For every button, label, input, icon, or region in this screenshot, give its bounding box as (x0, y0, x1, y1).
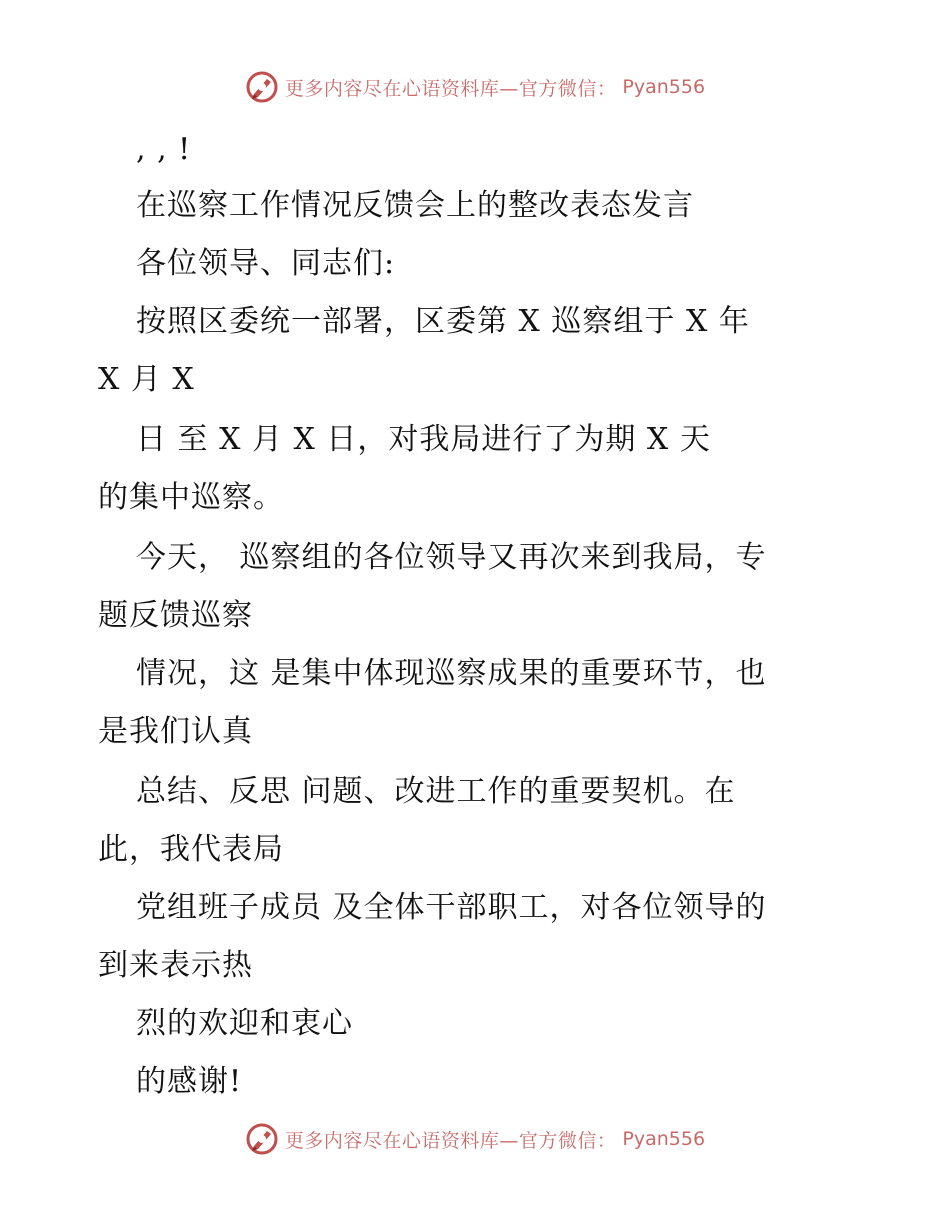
footer-watermark (0, 1122, 950, 1156)
pen-seal-logo-icon (245, 70, 279, 104)
text-line: 题反馈巡察 (98, 598, 253, 633)
text-line: 日 至 X 月 X 日，对我局进行了为期 X 天 (136, 422, 711, 457)
text-line: , , ! (136, 132, 192, 167)
text-line: 是我们认真 (98, 714, 253, 749)
text-line: 此，我代表局 (98, 832, 284, 867)
text-line: X 月 X (98, 362, 195, 397)
watermark-text: 更多内容尽在心语资料库—官方微信： (284, 77, 617, 100)
watermark-wechat-id: Pyan556 (622, 1128, 706, 1150)
header-watermark (0, 70, 950, 104)
text-line: 到来表示热 (98, 948, 253, 983)
text-line: 烈的欢迎和衷心 (136, 1006, 353, 1041)
text-line: 党组班子成员 及全体干部职工，对各位领导的 (136, 890, 767, 925)
watermark-wechat-id: Pyan556 (622, 76, 706, 98)
document-title: 在巡察工作情况反馈会上的整改表态发言 (136, 188, 694, 223)
text-line: 的集中巡察。 (98, 480, 284, 515)
text-line: 情况，这 是集中体现巡察成果的重要环节，也 (136, 656, 767, 691)
text-line: 今天， 巡察组的各位领导又再次来到我局，专 (136, 540, 767, 575)
pen-seal-logo-icon (245, 1122, 279, 1156)
watermark-text: 更多内容尽在心语资料库—官方微信： (284, 1129, 617, 1152)
text-line: 总结、反思 问题、改进工作的重要契机。在 (136, 774, 736, 809)
salutation: 各位领导、同志们: (136, 246, 396, 281)
text-line: 的感谢! (136, 1064, 243, 1099)
text-line: 按照区委统一部署，区委第 X 巡察组于 X 年 (136, 304, 750, 339)
